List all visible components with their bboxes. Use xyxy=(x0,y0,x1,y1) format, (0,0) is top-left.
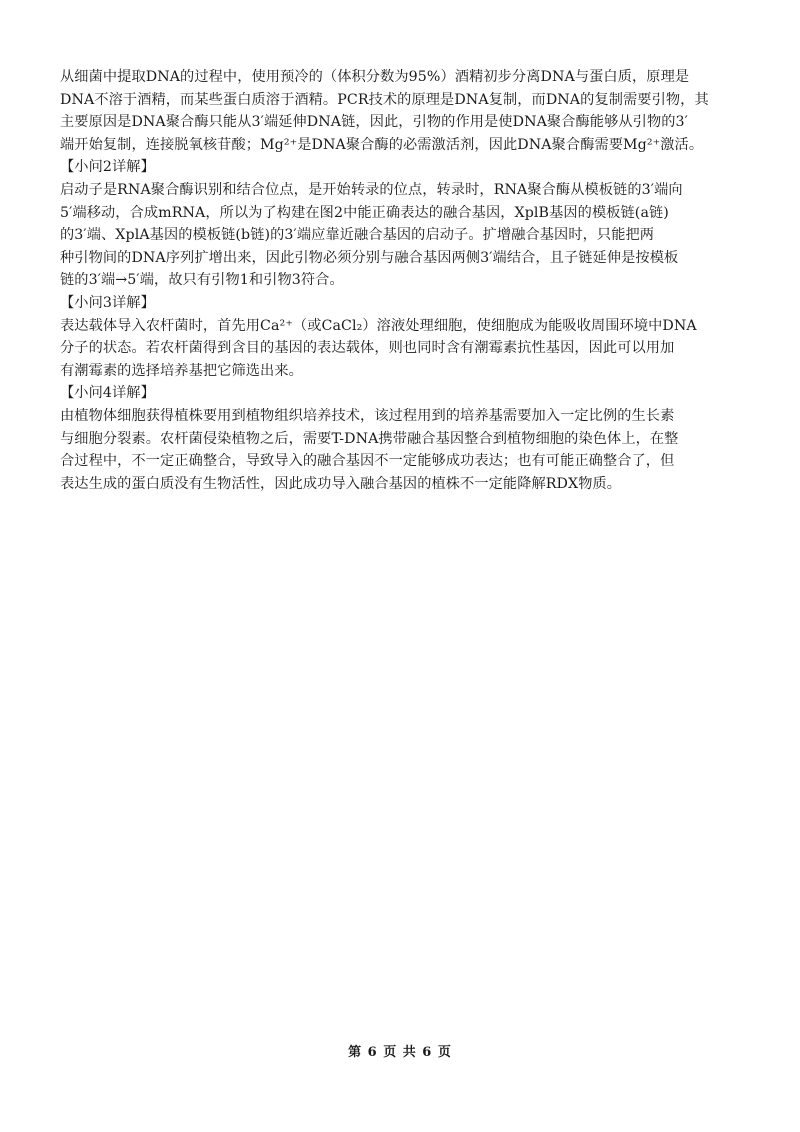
page-footer: 第 6 页 共 6 页 xyxy=(348,1045,452,1060)
text-line: 分子的状态。若农杆菌得到含目的基因的表达载体，则也同时含有潮霉素抗性基因，因此可以用加 xyxy=(60,340,675,357)
text-line: DNA不溶于酒精，而某些蛋白质溶于酒精。PCR技术的原理是DNA复制，而DNA的复制需要引物，其 xyxy=(60,91,709,108)
text-line: 表达生成的蛋白质没有生物活性，因此成功导入融合基因的植株不一定能降解RDX物质。 xyxy=(60,475,622,492)
text-line: 与细胞分裂素。农杆菌侵染植物之后，需要T-DNA携带融合基因整合到植物细胞的染色体上，在整 xyxy=(60,430,679,447)
text-line: 合过程中，不一定正确整合，导致导入的融合基因不一定能够成功表达；也有可能正确整合了，但 xyxy=(60,453,675,470)
section-heading: 【小问2详解】 xyxy=(60,159,155,176)
text-line: 由植物体细胞获得植株要用到植物组织培养技术，该过程用到的培养基需要加入一定比例的生长素 xyxy=(60,407,675,424)
text-line: 5′端移动，合成mRNA，所以为了构建在图2中能正确表达的融合基因，XplB基因的模板链(a链) xyxy=(60,204,669,221)
text-line: 主要原因是DNA聚合酶只能从3′端延伸DNA链，因此，引物的作用是使DNA聚合酶能够从引物的3′ xyxy=(60,114,688,131)
text-line: 启动子是RNA聚合酶识别和结合位点，是开始转录的位点，转录时，RNA聚合酶从模板链的3′端向 xyxy=(60,181,683,198)
text-line: 种引物间的DNA序列扩增出来，因此引物必须分别与融合基因两侧3′端结合，且子链延伸是按模板 xyxy=(60,249,679,266)
text-line: 从细菌中提取DNA的过程中，使用预冷的（体积分数为95%）酒精初步分离DNA与蛋白质，原理是 xyxy=(60,69,690,85)
text-line: 链的3′端→5′端，故只有引物1和引物3符合。 xyxy=(60,272,344,289)
document-body xyxy=(60,66,750,495)
section-heading: 【小问4详解】 xyxy=(60,385,155,402)
text-line: 有潮霉素的选择培养基把它筛选出来。 xyxy=(60,362,303,379)
section-heading: 【小问3详解】 xyxy=(60,294,155,311)
text-line: 表达载体导入农杆菌时，首先用Ca²⁺（或CaCl₂）溶液处理细胞，使细胞成为能吸收周围环境中DNA xyxy=(60,317,697,334)
text-line: 端开始复制，连接脱氧核苷酸；Mg²⁺是DNA聚合酶的必需激活剂，因此DNA聚合酶需要Mg²⁺激活。 xyxy=(60,136,704,153)
text-line: 的3′端、XplA基因的模板链(b链)的3′端应靠近融合基因的启动子。扩增融合基因时，只能把两 xyxy=(60,227,655,244)
